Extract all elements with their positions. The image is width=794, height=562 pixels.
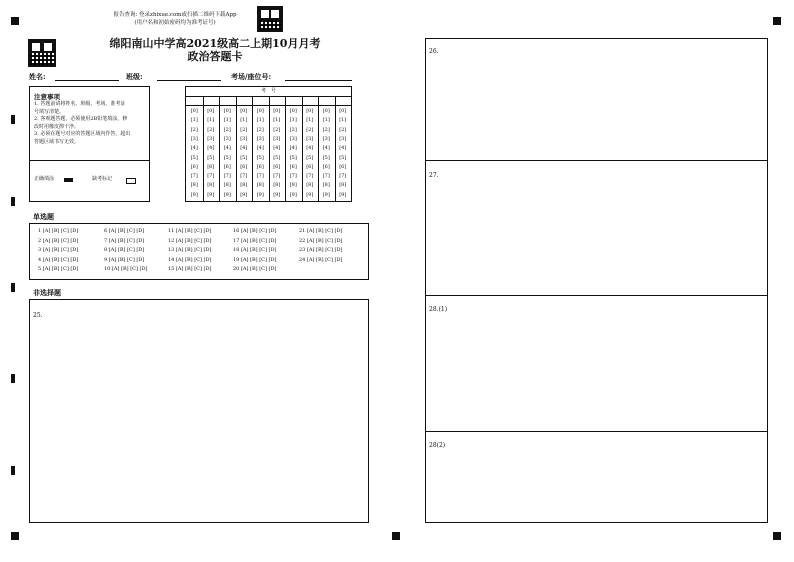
absent-mark-checkbox[interactable] (126, 178, 136, 184)
answer-box-28-2[interactable] (425, 431, 768, 523)
exam-number-bubble[interactable]: [3] (240, 135, 248, 142)
single-choice-item[interactable]: 3 [A] [B] [C] [D] (38, 247, 79, 253)
qr-code-top (257, 6, 283, 32)
exam-number-bubble[interactable]: [7] (339, 173, 347, 180)
exam-number-bubble[interactable]: [1] (256, 117, 264, 124)
exam-number-bubble[interactable]: [3] (289, 135, 297, 142)
exam-number-bubble[interactable]: [9] (207, 191, 215, 198)
notes-divider (29, 160, 150, 161)
exam-number-bubble[interactable]: [3] (322, 135, 330, 142)
exam-number-bubble[interactable]: [3] (306, 135, 314, 142)
qr-code-left (28, 39, 56, 67)
timing-mark (11, 466, 15, 475)
exam-number-bubble[interactable]: [2] (207, 126, 215, 133)
exam-number-bubble[interactable]: [5] (207, 154, 215, 161)
exam-number-bubble[interactable]: [0] (322, 108, 330, 114)
report-notice (100, 11, 250, 27)
page-title (100, 37, 330, 63)
exam-number-bubble[interactable]: [1] (306, 117, 314, 124)
name-field[interactable] (55, 80, 119, 81)
seat-field[interactable] (285, 80, 352, 81)
exam-number-bubble[interactable]: [7] (289, 173, 297, 180)
single-choice-item[interactable]: 1 [A] [B] [C] [D] (38, 228, 79, 234)
exam-number-bubble[interactable]: [4] (240, 145, 248, 152)
exam-number-bubble[interactable]: [9] (289, 191, 297, 198)
center-mark (392, 532, 400, 540)
exam-number-bubble[interactable]: [3] (339, 135, 347, 142)
exam-number-bubble[interactable]: [6] (256, 163, 264, 170)
non-choice-title: 非选择题 (33, 288, 61, 297)
exam-number-bubble[interactable]: [2] (339, 126, 347, 133)
corner-mark-bottom-left (11, 532, 19, 540)
exam-number-bubble[interactable]: [6] (273, 163, 281, 170)
title-line2: 政治答题卡 (187, 50, 243, 63)
notes-item: 答题区域书写无效。 (34, 138, 80, 145)
single-choice-item[interactable]: 23 [A] [B] [C] [D] (299, 247, 343, 253)
corner-mark-top-left (11, 17, 19, 25)
class-field[interactable] (157, 80, 221, 81)
exam-number-bubble[interactable]: [8] (339, 182, 347, 189)
single-choice-item[interactable]: 24 [A] [B] [C] [D] (299, 256, 343, 263)
question-28-2-label: 28(2) (429, 442, 446, 449)
class-label: 班级: (126, 72, 143, 81)
timing-mark (11, 197, 15, 206)
exam-number-bubble[interactable]: [3] (207, 135, 215, 142)
question-25-label: 25. (33, 312, 43, 319)
exam-number-bubble[interactable]: [4] (289, 145, 297, 152)
exam-number-bubble[interactable]: [5] (306, 154, 314, 161)
exam-number-bubble[interactable]: [2] (240, 126, 248, 133)
exam-number-bubble[interactable]: [1] (322, 117, 330, 124)
correct-fill-sample (64, 178, 73, 182)
exam-number-bubble[interactable]: [3] (273, 135, 281, 142)
exam-number-bubble[interactable]: [2] (223, 126, 231, 133)
exam-number-bubble[interactable]: [5] (339, 154, 347, 161)
exam-number-bubble[interactable]: [4] (223, 145, 231, 152)
exam-number-bubble[interactable]: [9] (306, 191, 314, 198)
exam-number-bubble[interactable]: [4] (190, 145, 198, 152)
exam-number-bubble[interactable]: [6] (306, 163, 314, 170)
exam-number-bubble[interactable]: [0] (223, 108, 231, 114)
exam-number-bubble[interactable]: [5] (223, 154, 231, 161)
exam-number-bubble[interactable]: [2] (322, 126, 330, 133)
answer-box-27[interactable] (425, 160, 768, 296)
exam-number-bubble[interactable]: [3] (223, 135, 231, 142)
single-choice-item[interactable]: 11 [A] [B] [C] [D] (168, 228, 212, 234)
single-choice-item[interactable]: 7 [A] [B] [C] [D] (104, 237, 145, 244)
exam-number-bubble[interactable]: [4] (339, 145, 347, 152)
absent-mark-label: 缺考标记 (92, 176, 113, 182)
exam-number-bubble[interactable]: [8] (273, 182, 281, 189)
exam-number-bubble[interactable]: [5] (190, 154, 198, 161)
exam-number-bubble[interactable]: [7] (223, 173, 231, 180)
exam-number-bubble[interactable]: [4] (306, 145, 314, 152)
exam-number-bubble[interactable]: [0] (273, 108, 281, 114)
exam-number-bubble[interactable]: [4] (322, 145, 330, 152)
exam-number-bubble[interactable]: [6] (322, 163, 330, 170)
single-choice-item[interactable]: 10 [A] [B] [C] [D] (104, 266, 148, 272)
exam-number-bubble[interactable]: [0] (207, 108, 215, 114)
corner-mark-bottom-right (773, 532, 781, 540)
single-choice-item[interactable]: 13 [A] [B] [C] [D] (168, 247, 212, 253)
exam-number-bubble[interactable]: [3] (256, 135, 264, 142)
exam-number-bubble[interactable]: [2] (289, 126, 297, 133)
answer-box-26[interactable] (425, 38, 768, 161)
exam-number-bubble[interactable]: [7] (240, 173, 248, 180)
exam-number-bubble[interactable]: [3] (190, 135, 198, 142)
timing-mark (11, 283, 15, 292)
single-choice-item[interactable]: 18 [A] [B] [C] [D] (233, 247, 277, 253)
notes-item: 3. 必须在题号对应的答题区域内作答，超出 (34, 131, 131, 137)
exam-number-bubble[interactable]: [0] (256, 108, 264, 114)
single-choice-item[interactable]: 20 [A] [B] [C] [D] (233, 266, 277, 272)
answer-box-28-1[interactable] (425, 295, 768, 432)
exam-number-bubble[interactable]: [4] (207, 145, 215, 152)
notes-title: 注意事项 (34, 93, 60, 101)
exam-number-bubble[interactable]: [6] (339, 163, 347, 170)
exam-number-bubble[interactable]: [8] (240, 182, 248, 189)
exam-number-bubble[interactable]: [7] (322, 173, 330, 180)
exam-number-bubble[interactable]: [9] (256, 191, 264, 198)
exam-number-bubble[interactable]: [0] (306, 108, 314, 114)
exam-number-bubble[interactable]: [8] (190, 182, 198, 189)
single-choice-item[interactable]: 14 [A] [B] [C] [D] (168, 256, 212, 263)
correct-fill-label: 正确填涂 (34, 176, 55, 182)
exam-number-bubble[interactable]: [6] (240, 163, 248, 170)
exam-number-bubble[interactable]: [7] (207, 173, 215, 180)
exam-number-bubble[interactable]: [0] (190, 108, 198, 114)
single-choice-item[interactable]: 4 [A] [B] [C] [D] (38, 256, 79, 263)
single-choice-item[interactable]: 22 [A] [B] [C] [D] (299, 237, 343, 244)
exam-number-header: 考 号 (260, 88, 276, 94)
exam-number-bubble[interactable]: [7] (256, 173, 264, 180)
notes-item: 号填写清楚。 (34, 108, 65, 115)
seat-label: 考场/座位号: (231, 72, 272, 81)
exam-number-bubble[interactable]: [2] (306, 126, 314, 133)
exam-number-bubble[interactable]: [8] (223, 182, 231, 189)
exam-number-bubble[interactable]: [6] (207, 163, 215, 170)
exam-number-bubble[interactable]: [8] (207, 182, 215, 189)
exam-number-bubble[interactable]: [4] (256, 145, 264, 152)
single-choice-item[interactable]: 15 [A] [B] [C] [D] (168, 266, 212, 272)
single-choice-item[interactable]: 12 [A] [B] [C] [D] (168, 237, 212, 244)
exam-number-bubble[interactable]: [2] (273, 126, 281, 133)
exam-number-bubble[interactable]: [5] (240, 154, 248, 161)
single-choice-title: 单选题 (33, 212, 54, 221)
single-choice-item[interactable]: 17 [A] [B] [C] [D] (233, 237, 277, 244)
corner-mark-top-right (773, 17, 781, 25)
exam-number-bubble[interactable]: [1] (240, 117, 248, 124)
exam-number-bubble[interactable]: [5] (289, 154, 297, 161)
notes-item: 1. 答题前请将姓名、班级、考场、准考证 (34, 101, 126, 107)
exam-number-bubble[interactable]: [9] (339, 191, 347, 198)
exam-number-bubble[interactable]: [9] (223, 191, 231, 198)
exam-number-bubble[interactable]: [7] (306, 173, 314, 180)
exam-number-bubble[interactable]: [2] (190, 126, 198, 133)
exam-number-bubble[interactable]: [9] (190, 191, 198, 198)
exam-number-bubble[interactable]: [1] (289, 117, 297, 124)
single-choice-item[interactable]: 2 [A] [B] [C] [D] (38, 237, 79, 244)
exam-number-bubble[interactable]: [5] (273, 154, 281, 161)
question-28-1-label: 28.(1) (429, 306, 448, 313)
title-line1: 绵阳南山中学高2021级高二上期10月月考 (109, 37, 321, 50)
name-label: 姓名: (29, 72, 46, 81)
exam-number-bubble[interactable]: [4] (273, 145, 281, 152)
exam-number-bubble[interactable]: [1] (207, 117, 215, 124)
exam-number-bubble[interactable]: [8] (289, 182, 297, 189)
exam-number-bubble[interactable]: [8] (256, 182, 264, 189)
exam-number-bubble[interactable]: [6] (223, 163, 231, 170)
exam-number-bubble[interactable]: [1] (273, 117, 281, 124)
timing-mark (11, 115, 15, 124)
single-choice-item[interactable]: 19 [A] [B] [C] [D] (233, 256, 277, 263)
exam-number-bubble[interactable]: [8] (306, 182, 314, 189)
report-notice-line1: 报告查询: 登录zhixue.com或扫描二维码下载App (113, 12, 237, 18)
notes-item: 2. 客观题答题，必须使用2B铅笔填涂，修 (34, 116, 128, 122)
exam-number-bubble[interactable]: [9] (240, 191, 248, 198)
exam-number-bubble[interactable]: [0] (240, 108, 248, 114)
notes-item: 改时用橡皮擦干净。 (34, 123, 80, 130)
timing-mark (11, 374, 15, 383)
exam-number-bubble[interactable]: [1] (190, 117, 198, 124)
notes-list (34, 101, 148, 146)
exam-number-bubble[interactable]: [0] (289, 108, 297, 114)
exam-number-bubble[interactable]: [7] (273, 173, 281, 180)
question-26-label: 26. (429, 48, 439, 55)
exam-number-bubble[interactable]: [5] (322, 154, 330, 161)
report-notice-line2: (用户名和初始密码均为准考证号) (134, 20, 216, 26)
exam-number-bubble[interactable]: [9] (273, 191, 281, 198)
single-choice-item[interactable]: 5 [A] [B] [C] [D] (38, 266, 79, 272)
exam-number-bubble[interactable]: [6] (190, 163, 198, 170)
exam-number-bubble[interactable]: [8] (322, 182, 330, 189)
question-27-label: 27. (429, 172, 439, 179)
exam-number-bubble[interactable]: [7] (190, 173, 198, 180)
exam-number-bubble[interactable]: [6] (289, 163, 297, 170)
exam-number-bubble[interactable]: [2] (256, 126, 264, 133)
single-choice-item[interactable]: 21 [A] [B] [C] [D] (299, 228, 343, 234)
single-choice-item[interactable]: 9 [A] [B] [C] [D] (104, 256, 145, 263)
exam-number-bubble[interactable]: [1] (223, 117, 231, 124)
exam-number-bubble[interactable]: [5] (256, 154, 264, 161)
exam-number-bubble[interactable]: [0] (339, 108, 347, 114)
single-choice-item[interactable]: 8 [A] [B] [C] [D] (104, 247, 145, 253)
answer-box-25[interactable] (29, 299, 369, 523)
exam-number-bubble[interactable]: [9] (322, 191, 330, 198)
exam-number-bubble[interactable]: [1] (339, 117, 347, 124)
single-choice-item[interactable]: 16 [A] [B] [C] [D] (233, 228, 277, 234)
single-choice-item[interactable]: 6 [A] [B] [C] [D] (104, 228, 145, 234)
